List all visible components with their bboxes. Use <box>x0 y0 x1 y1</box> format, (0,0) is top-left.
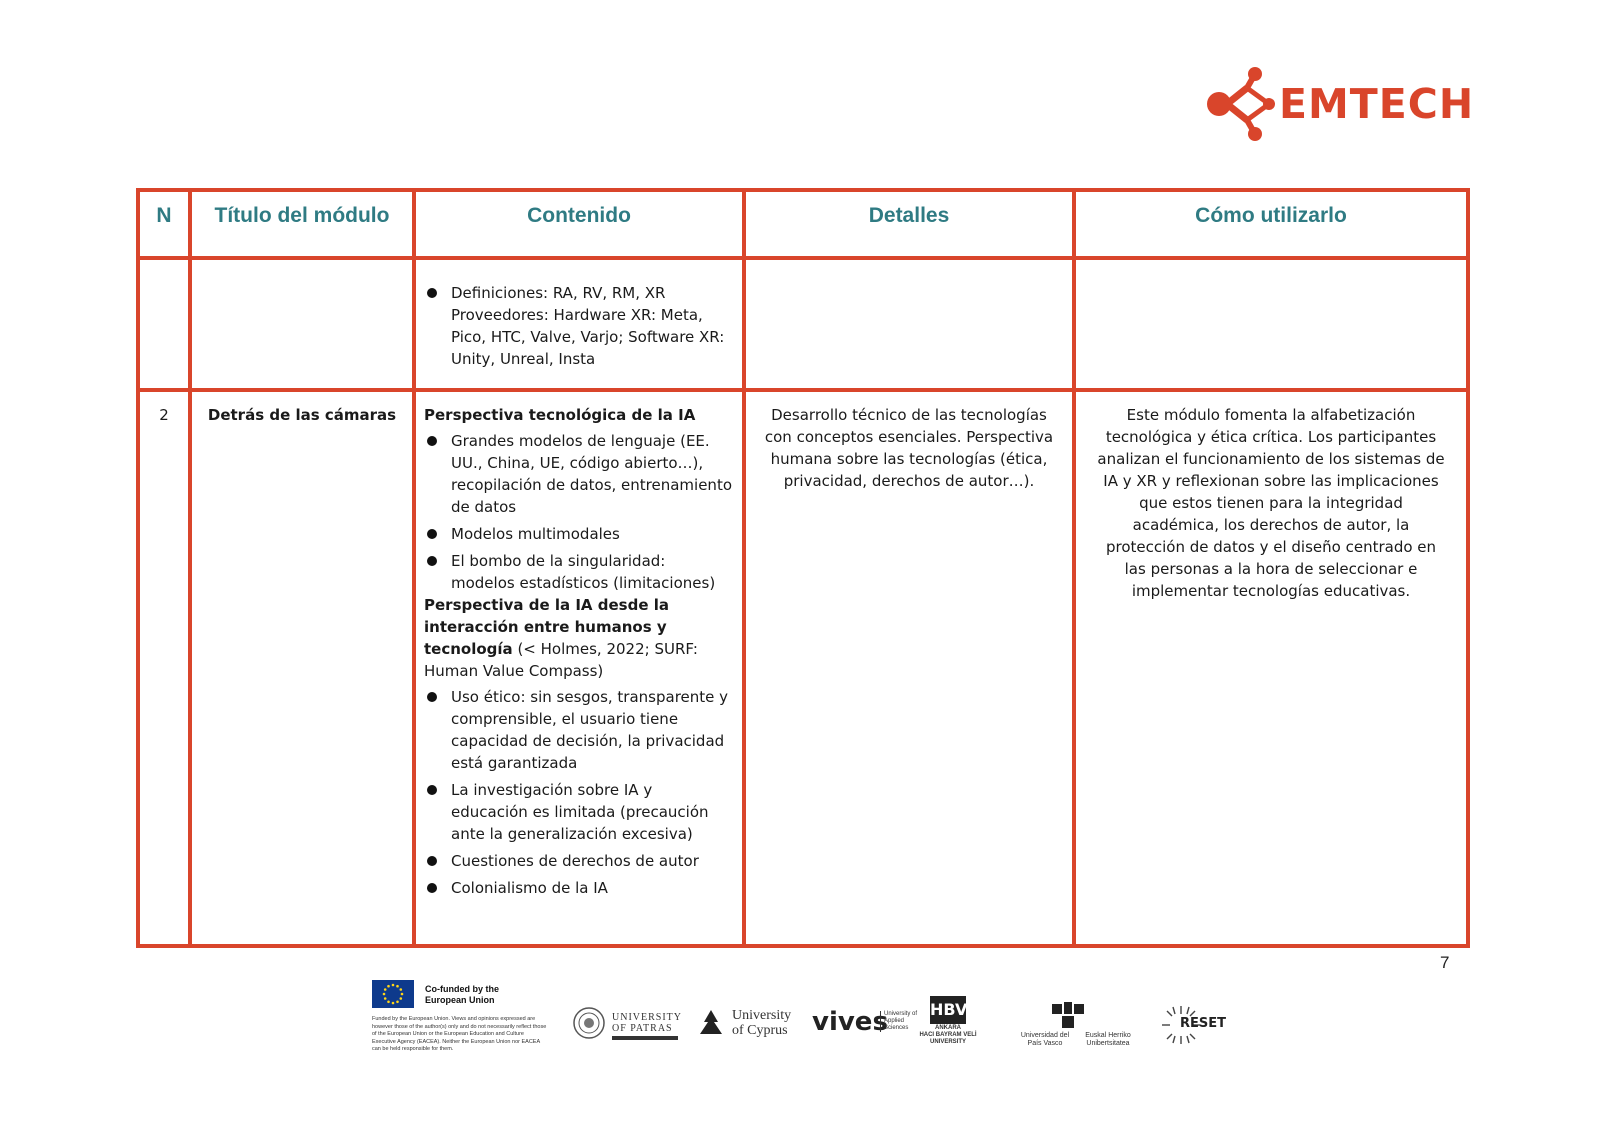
page-number: 7 <box>1440 953 1450 972</box>
row1-content-cell <box>414 258 744 390</box>
header-how: Cómo utilizarlo <box>1074 190 1468 258</box>
content-heading-human: Perspectiva de la IA desde la interacción entre humanos y tecnología (< Holmes, 2022; SURF: Human Value Compass) <box>424 596 698 680</box>
list-item: Cuestiones de derechos de autor <box>424 850 732 872</box>
cyprus-emblem-icon <box>696 1008 726 1036</box>
row2-how-cell: Este módulo fomenta la alfabetización tecnológica y ética crítica. Los participantes analizan el funcionamiento de los sistemas de IA y XR y reflexionan sobre las implicaciones que estos tienen para la integridad académica, los derechos de autor, la protección de datos y el diseño centrado en las personas a la hora de seleccionar e implementar tecnologías educativas. <box>1074 390 1468 946</box>
list-item: Modelos multimodales <box>424 523 732 545</box>
row1-n-cell <box>138 258 190 390</box>
row2-title-cell: Detrás de las cámaras <box>190 390 414 946</box>
list-item: Definiciones: RA, RV, RM, XR Proveedores: Hardware XR: Meta, Pico, HTC, Valve, Varjo; Software XR: Unity, Unreal, Insta <box>424 282 732 370</box>
row2-details-cell: Desarrollo técnico de las tecnologías con conceptos esenciales. Perspectiva humana sobre las tecnologías (ética, privacidad, derechos de autor…). <box>744 390 1074 946</box>
list-item: Uso ético: sin sesgos, transparente y comprensible, el usuario tiene capacidad de decisión, la privacidad está garantizada <box>424 686 732 774</box>
eu-cofunded-label: Co-funded by the European Union <box>425 984 499 1005</box>
row2-n-cell: 2 <box>138 390 190 946</box>
table-row <box>138 258 1468 390</box>
list-item: La investigación sobre IA y educación es limitada (precaución ante la generalización excesiva) <box>424 779 732 845</box>
emtech-molecule-icon <box>1205 66 1277 142</box>
eu-flag-icon <box>372 980 414 1008</box>
header-content: Contenido <box>414 190 744 258</box>
content-list-human <box>424 686 732 899</box>
eu-disclaimer: Funded by the European Union. Views and opinions expressed are however those of the author(s) only and do not necessarily reflect those of the European Union or the European Education and Culture Executive Agency (EACEA). Neither the European Union nor EACEA can be held responsible for them. <box>372 1016 547 1052</box>
modules-table <box>136 188 1470 948</box>
content-list-tech <box>424 430 732 594</box>
list-item: Colonialismo de la IA <box>424 877 732 899</box>
row1-how-cell <box>1074 258 1468 390</box>
table-row <box>138 390 1468 946</box>
row2-content-cell <box>414 390 744 946</box>
list-item: Grandes modelos de lenguaje (EE. UU., China, UE, código abierto…), recopilación de datos, entrenamiento de datos <box>424 430 732 518</box>
emtech-wordmark: EMTECH <box>1279 80 1475 128</box>
footer-logos: Co-funded by the European Union Funded by the European Union. Views and opinions expressed are however those of the author(s) only and do not necessarily reflect those of the European Union or the European Education and Culture Executive Agency (EACEA). Neither the European Union nor EACEA can be held responsible for them. UNIVERSITY OF PATRAS University of Cyprus vives University of Applied Sciences HBV ANKARA HACI BAYRAM VELİ UNIVERSITY Universidad del País Vasco Euskal Herriko Unibertsitatea RESET <box>372 980 1252 1070</box>
content-heading-tech: Perspectiva tecnológica de la IA <box>424 406 696 424</box>
header-details: Detalles <box>744 190 1074 258</box>
patras-seal-icon <box>572 1006 606 1040</box>
upv-ehu-tree-icon <box>1048 1000 1088 1030</box>
table-header-row <box>138 190 1468 258</box>
emtech-logo <box>1205 66 1475 142</box>
row1-title-cell <box>190 258 414 390</box>
header-n: N <box>138 190 190 258</box>
list-item: El bombo de la singularidad: modelos estadísticos (limitaciones) <box>424 550 732 594</box>
row1-details-cell <box>744 258 1074 390</box>
header-title: Título del módulo <box>190 190 414 258</box>
